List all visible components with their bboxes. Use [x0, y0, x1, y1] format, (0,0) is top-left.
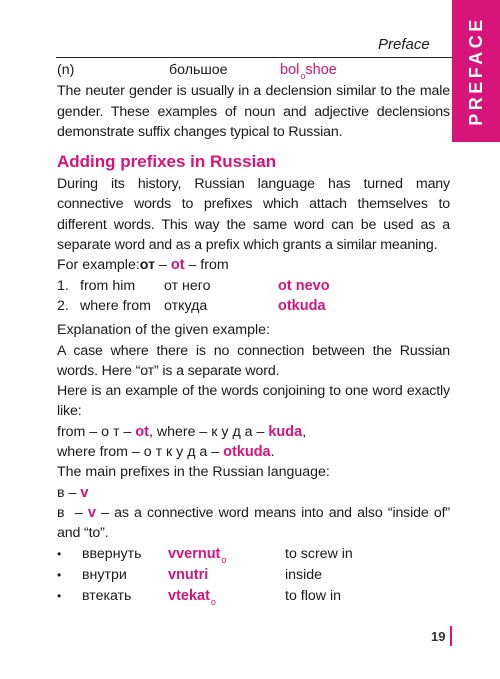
intro-translit: bol$_o$shoe [280, 62, 337, 81]
explanation-paragraph: A case where there is no connection between the Russian words. Here “от” is a separate word. [57, 342, 450, 379]
bullet-item: • внутри vnutri inside [57, 565, 450, 586]
side-tab-label: PREFACE [466, 16, 486, 126]
running-header: Preface [378, 36, 430, 53]
main-prefixes-title: The main prefixes in the Russian language: [57, 464, 330, 481]
conjoin-line: from – о т – ot , where – к у д а – kuda , [57, 423, 307, 440]
explanation-title: Explanation of the given example: [57, 322, 270, 339]
bullet-icon: • [57, 589, 62, 604]
example-row: 1. from him от него ot nevo [57, 277, 330, 294]
intro-russian: большое [169, 62, 228, 78]
example-row: 2. where from откуда otkuda [57, 297, 326, 314]
v-prefix-description: в – v – as a connective word means into and also “inside of” and “to”. [57, 504, 450, 542]
example-intro: For example: от – ot – from [57, 257, 229, 274]
history-paragraph: During its history, Russian language has turned many connective words to prefixes which attach themselves to different words. This way the same word can be used as a separate word and as a prefix which grants a similar meaning. [57, 176, 450, 254]
conjoin-line: where from – о т к у д а – otkuda . [57, 444, 275, 461]
bullet-icon: • [57, 546, 62, 561]
gender-label: (n) [57, 62, 75, 78]
conjoin-paragraph: Here is an example of the words conjoining to one word exactly like: [57, 383, 450, 420]
page-number: 19 [431, 629, 446, 644]
bullet-icon: • [57, 567, 62, 582]
v-prefix-line: в – v [57, 484, 89, 501]
bullet-item: • ввернуть vvernut$_o$ to screw in [57, 545, 353, 565]
neuter-paragraph: The neuter gender is usually in a declension similar to the male gender. These examples of noun and adjective declensions demonstrate suffix changes typical to Russian. [57, 83, 450, 140]
header-rule [56, 57, 452, 58]
page-number-bar [450, 626, 452, 646]
section-heading: Adding prefixes in Russian [57, 152, 277, 172]
page-content [57, 60, 450, 607]
bullet-item: • втекать vtekat$_o$ to flow in [57, 588, 341, 608]
intro-row [57, 60, 450, 81]
side-tab [452, 0, 500, 142]
